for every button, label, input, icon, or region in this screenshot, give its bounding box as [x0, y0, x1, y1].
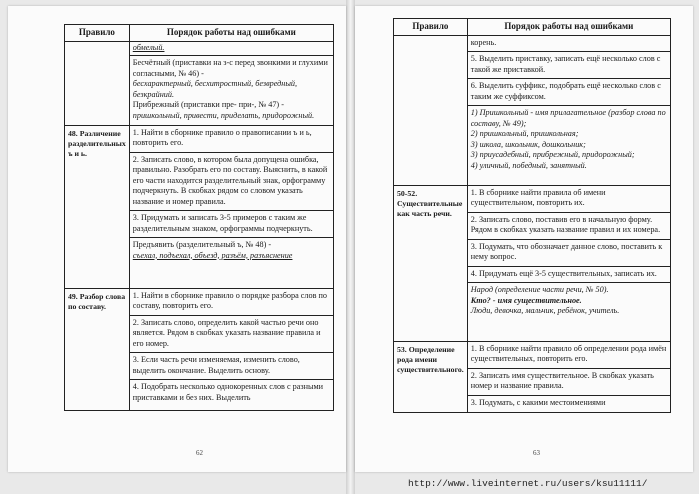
order-50-52	[467, 185, 670, 341]
step-item: 3. Если часть речи изменяемая, изменить слово, выделить окончание. Выделить основу.	[132, 355, 300, 375]
step-item: 6. Выделить суффикс, подобрать ещё несколько слов с таким же суффиксом.	[470, 81, 661, 101]
book-spine	[346, 0, 355, 494]
step-item: 2. Записать слово, в котором была допущена ошибка, правильно. Разобрать его по составу. Выяснить, в какой его части находится разделительный знак, орфограмму подчеркнуть. В скобках рядом со словом указать название и номер правила.	[132, 154, 328, 206]
step-item: 1. В сборнике найти правила об имени существительном, повторить их.	[470, 187, 606, 208]
step-item: 1. Найти в сборнике правило о правописании ъ и ь, повторить его.	[132, 127, 312, 148]
header-order: Порядок работы над ошибками	[129, 25, 333, 42]
step-item: 3. Подумать, с какими местоимениями	[470, 397, 606, 407]
cont-line: Прибрежный (приставки пре- при-, № 47) -	[132, 100, 284, 110]
cont-line: Бесчётный (приставки на з-с перед звонкими и глухими согласными, № 46) -	[132, 58, 328, 78]
header-rule: Правило	[394, 19, 468, 36]
step-item: 1. Найти в сборнике правило о порядке разбора слов по составу, повторить его.	[132, 290, 327, 311]
header-rule: Правило	[65, 25, 130, 42]
header-order: Порядок работы над ошибками	[467, 19, 670, 36]
order-53	[467, 341, 670, 413]
page-number-left: 62	[196, 449, 203, 457]
empty-rule-cell	[65, 41, 130, 125]
example-line: Люди, девочка, мальчик, ребёнок, учитель.	[470, 306, 620, 316]
continuation-cell	[129, 41, 333, 125]
step-item: 2. Записать слово, поставив его в начальную форму. Рядом в скобках указать название правил и их номера.	[470, 214, 661, 235]
cont-line: бесхарактерный, бесхитростный, безвредный, безкрайний.	[132, 79, 298, 99]
continuation-cell	[467, 35, 670, 185]
step-item: 4. Подобрать несколько однокоренных слов с разными приставками и без них. Выделить	[132, 382, 324, 402]
rule-49: 49. Разбор слова по составу.	[65, 288, 130, 410]
step-item: 4. Придумать ещё 3-5 существительных, записать их.	[470, 268, 657, 278]
example-line: Кто? - имя существительное.	[470, 295, 582, 305]
example-words: съехал, подъехал, объезд, разъём, разъяснение	[132, 250, 293, 260]
example-line: 2) пришкольный, пришкольная;	[470, 129, 579, 139]
step-item: 2. Записать слово, определить какой частью речи оно является. Рядом в скобках указать название правила и его номер.	[132, 317, 321, 348]
left-page	[8, 6, 346, 472]
step-item: корень.	[470, 37, 497, 47]
example-line: 4) уличный, победный, занятный.	[470, 160, 587, 170]
step-item: 3. Придумать и записать 3-5 примеров с таким же разделительным знаком, орфограммы подчеркнуть.	[132, 213, 313, 233]
step-item: 2. Записать имя существительное. В скобках указать номер и название правила.	[470, 370, 654, 391]
rule-48: 48. Различение разделительных ъ и ь.	[65, 125, 130, 288]
page-number-right: 63	[533, 449, 540, 457]
order-49	[129, 288, 333, 410]
left-table	[64, 24, 334, 411]
rule-50-52: 50-52. Существительные как часть речи.	[394, 185, 468, 341]
cont-line: пришкольный, привести, приделать, придорожный.	[132, 110, 315, 120]
example-line: 3) школа, школьник, дошкольник;	[470, 139, 586, 149]
order-48	[129, 125, 333, 288]
example-line: 1) Пришкольный - имя прилагательное (разбор слова по составу, № 49);	[470, 108, 666, 128]
step-item: 3. Подумать, что обозначает данное слово, поставить к нему вопрос.	[470, 241, 663, 262]
cont-line: обмелый.	[132, 42, 165, 52]
rule-53: 53. Определение рода имени существительного.	[394, 341, 468, 413]
empty-rule-cell	[394, 35, 468, 185]
right-table	[393, 18, 671, 413]
example-line: 3) приусадебный, прибрежный, придорожный;	[470, 150, 635, 160]
step-item: 1. В сборнике найти правило об определении рода имён существительных, повторить его.	[470, 343, 667, 364]
example-head: Предъявить (разделительный ъ, № 48) -	[132, 240, 272, 250]
source-url: http://www.liveinternet.ru/users/ksu11111/	[408, 478, 648, 489]
right-page	[355, 6, 693, 472]
step-item: 5. Выделить приставку, записать ещё несколько слов с такой же приставкой.	[470, 54, 661, 74]
example-line: Народ (определение части речи, № 50).	[470, 285, 609, 295]
